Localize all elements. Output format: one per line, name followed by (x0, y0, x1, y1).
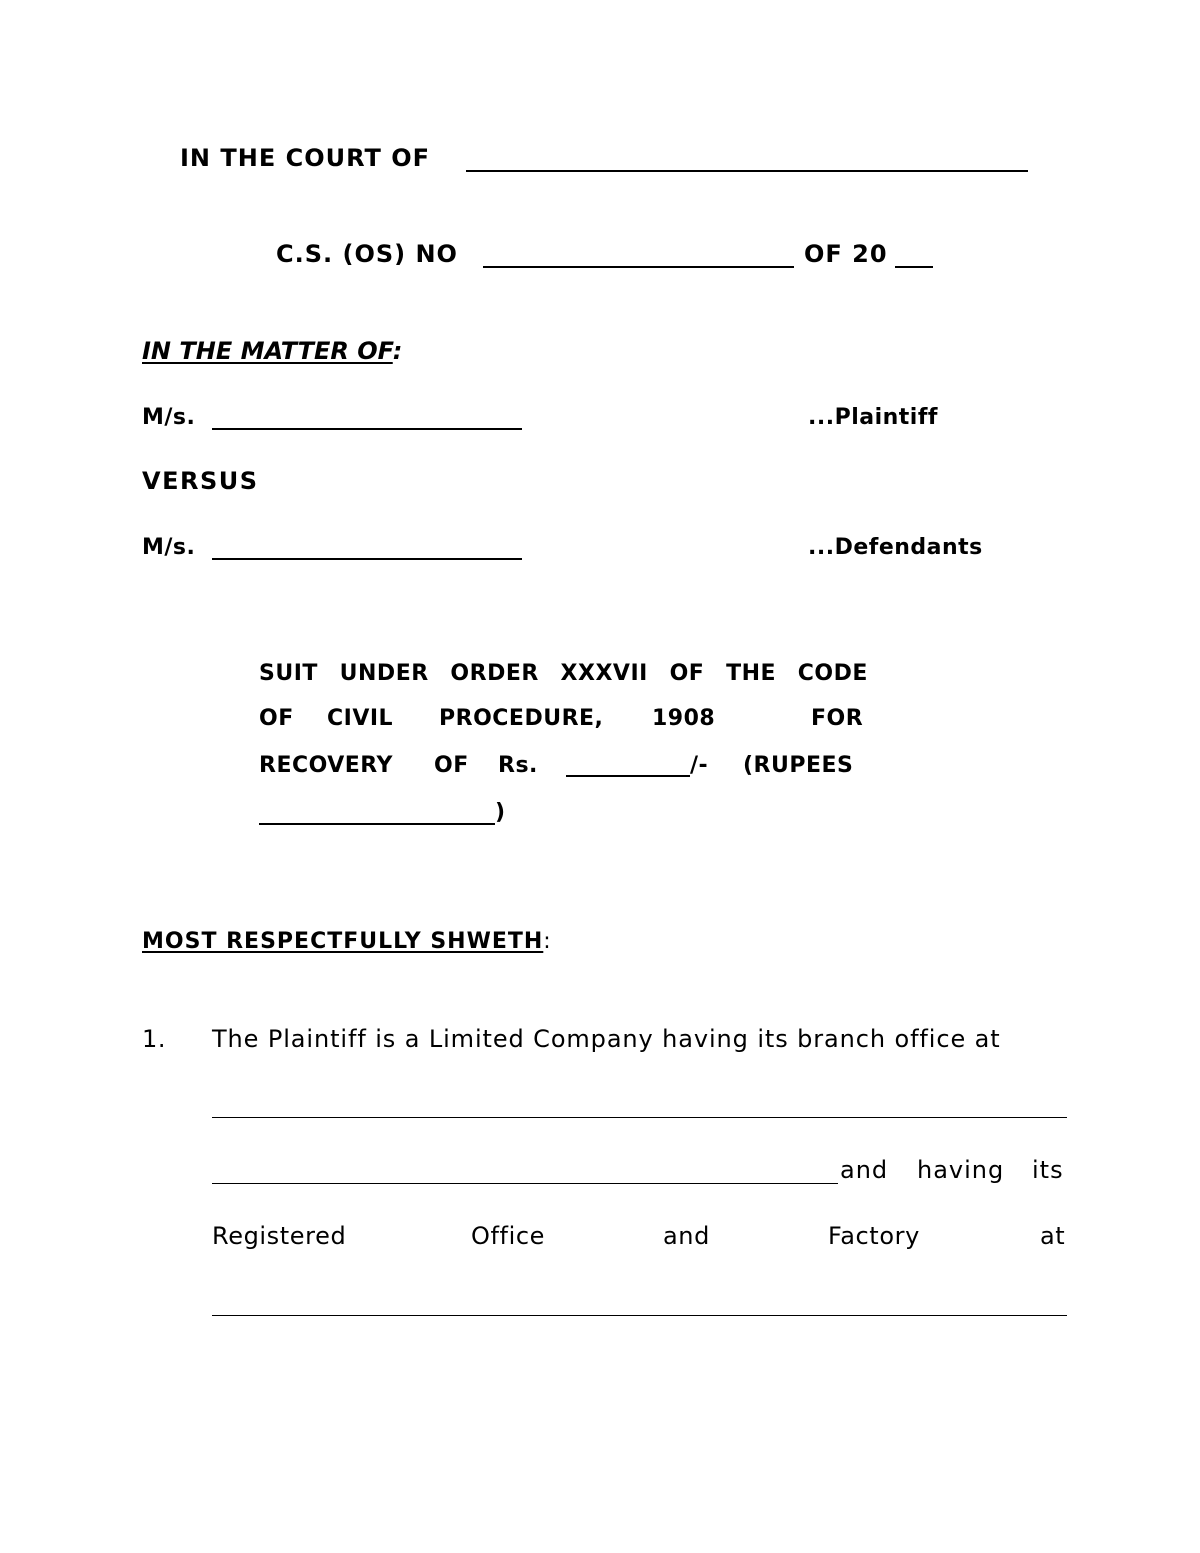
suit-word: UNDER (339, 661, 429, 686)
suit-line-3b: OF (434, 753, 469, 778)
suit-word: XXXVII (560, 661, 648, 686)
case-year-blank (895, 266, 933, 268)
defendant-name-blank (212, 558, 522, 560)
amount-blank (566, 775, 690, 777)
plaintiff-ms-label: M/s. (142, 405, 196, 430)
suit-line-3c: Rs. (498, 753, 538, 778)
para1-having: having (917, 1156, 1005, 1184)
suit-line-2c: PROCEDURE, (439, 706, 604, 731)
court-name-blank (466, 170, 1028, 172)
rupees-words-blank (259, 823, 495, 825)
matter-heading-row (142, 339, 402, 363)
para1-number: 1. (142, 1025, 167, 1053)
suit-line-2b: CIVIL (327, 706, 394, 731)
defendant-ms-label: M/s. (142, 535, 196, 560)
para1-its: its (1032, 1156, 1064, 1184)
suit-line-3a: RECOVERY (259, 753, 393, 778)
defendant-role: ...Defendants (808, 535, 983, 560)
matter-heading: IN THE MATTER OF (142, 337, 393, 365)
suit-word: ORDER (450, 661, 539, 686)
court-heading (180, 146, 430, 170)
para1-and: and (840, 1156, 889, 1184)
suit-line-2e: FOR (811, 706, 864, 731)
branch-address-blank-2 (212, 1183, 838, 1184)
suit-line-1 (259, 663, 868, 685)
respectfully-heading: MOST RESPECTFULLY SHWETH (142, 929, 544, 954)
para1-line1: The Plaintiff is a Limited Company having its branch office at (212, 1025, 1001, 1053)
suit-word: CODE (797, 661, 868, 686)
para1-and-2: and (663, 1222, 710, 1250)
plaintiff-name-blank (212, 428, 522, 430)
suit-line-4-close: ) (495, 800, 506, 825)
suit-word: THE (726, 661, 777, 686)
matter-heading-colon: : (392, 337, 403, 365)
court-label: IN THE COURT OF (180, 144, 431, 172)
suit-line-3-slash: /- (690, 753, 709, 778)
versus-label: VERSUS (142, 467, 259, 495)
suit-word: OF (259, 706, 294, 731)
respectfully-row (142, 931, 552, 953)
branch-address-blank-1 (212, 1117, 1067, 1118)
suit-line-2d: 1908 (652, 706, 716, 731)
registered-address-blank (212, 1315, 1067, 1316)
suit-line-2a (259, 708, 294, 730)
para1-office: Office (471, 1222, 546, 1250)
suit-word: OF (669, 661, 705, 686)
para1-factory: Factory (828, 1222, 920, 1250)
para1-at: at (1040, 1222, 1066, 1250)
case-year-label: OF 20 (804, 240, 888, 268)
suit-word: SUIT (259, 661, 318, 686)
suit-line-3d: (RUPEES (743, 753, 854, 778)
respectfully-colon: : (543, 929, 552, 954)
case-number-blank (483, 266, 794, 268)
plaintiff-role: ...Plaintiff (808, 405, 938, 430)
case-number-prefix: C.S. (OS) NO (276, 240, 458, 268)
para1-registered: Registered (212, 1222, 347, 1250)
